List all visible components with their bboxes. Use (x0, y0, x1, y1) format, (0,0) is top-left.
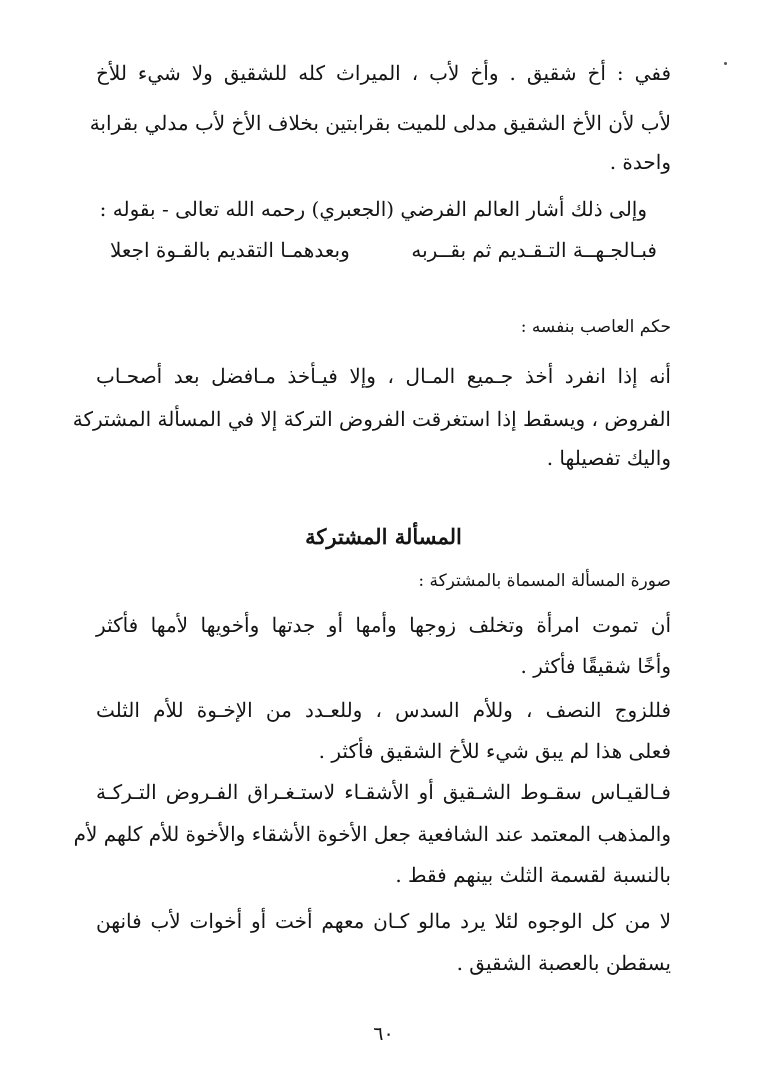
p6-line-2: والمذهب المعتمد عند الشافعية جعل الأخوة الأشقاء والأخوة للأم كلهم لأم (73, 822, 671, 846)
p5-line-2: فعلى هذا لم يبق شيء للأخ الشقيق فأكثر . (318, 739, 671, 763)
page-number: ٦٠ (373, 1023, 394, 1045)
p5-line-1: فللزوج النصف ، وللأم السدس ، وللعـدد من الإخـوة للأم الثلث (96, 698, 671, 722)
p1-line-1: ففي : أخ شقيق . وأخ لأب ، الميراث كله للشقيق ولا شيء للأخ (96, 61, 671, 85)
p1-line-3: واحدة . (609, 150, 671, 174)
p1-line-2: لأب لأن الأخ الشقيق مدلى للميت بقرابتين بخلاف الأخ لأب مدلي بقرابة (89, 111, 671, 135)
p7-line-2: يسقطن بالعصبة الشقيق . (456, 951, 671, 975)
p3-line-2: الفروض ، ويسقط إذا استغرقت الفروض التركة إلا في المسألة المشتركة (72, 407, 671, 431)
sub-label: صورة المسألة المسماة بالمشتركة : (418, 571, 671, 591)
p7-line-1: لا من كل الوجوه لئلا يرد مالو كـان معهم أخت أو أخوات لأب فانهن (96, 909, 671, 933)
verse (110, 234, 657, 266)
p6-line-3: بالنسبة لقسمة الثلث بينهم فقط . (395, 863, 671, 887)
section-heading: المسألة المشتركة (305, 524, 462, 549)
p3-line-1: أنه إذا انفرد أخذ جـميع المـال ، وإلا فيـأخذ مـافضل بعد أصحـاب (96, 364, 671, 388)
section-label: حكم العاصب بنفسه : (520, 317, 671, 337)
p4-line-2: وأخًا شقيقًا فأكثر . (520, 654, 671, 678)
p6-line-1: فـالقيـاس سقـوط الشـقيق أو الأشقـاء لاستـغـراق الفـروض التـركـة (96, 780, 671, 804)
p3-line-3: واليك تفصيلها . (546, 446, 671, 470)
p4-line-1: أن تموت امرأة وتخلف زوجها وأمها أو جدتها وأخويها لأمها فأكثر (96, 613, 671, 637)
verse-hemistich-left: وبعدهمـا التقديم بالقـوة اجعلا (110, 238, 350, 262)
verse-hemistich-right: فبـالجـهــة التـقـديم ثم بقــربه (411, 238, 657, 262)
p2-line-1: وإلى ذلك أشار العالم الفرضي (الجعبري) رحمه الله تعالى - بقوله : (99, 197, 647, 221)
margin-mark (724, 62, 727, 65)
